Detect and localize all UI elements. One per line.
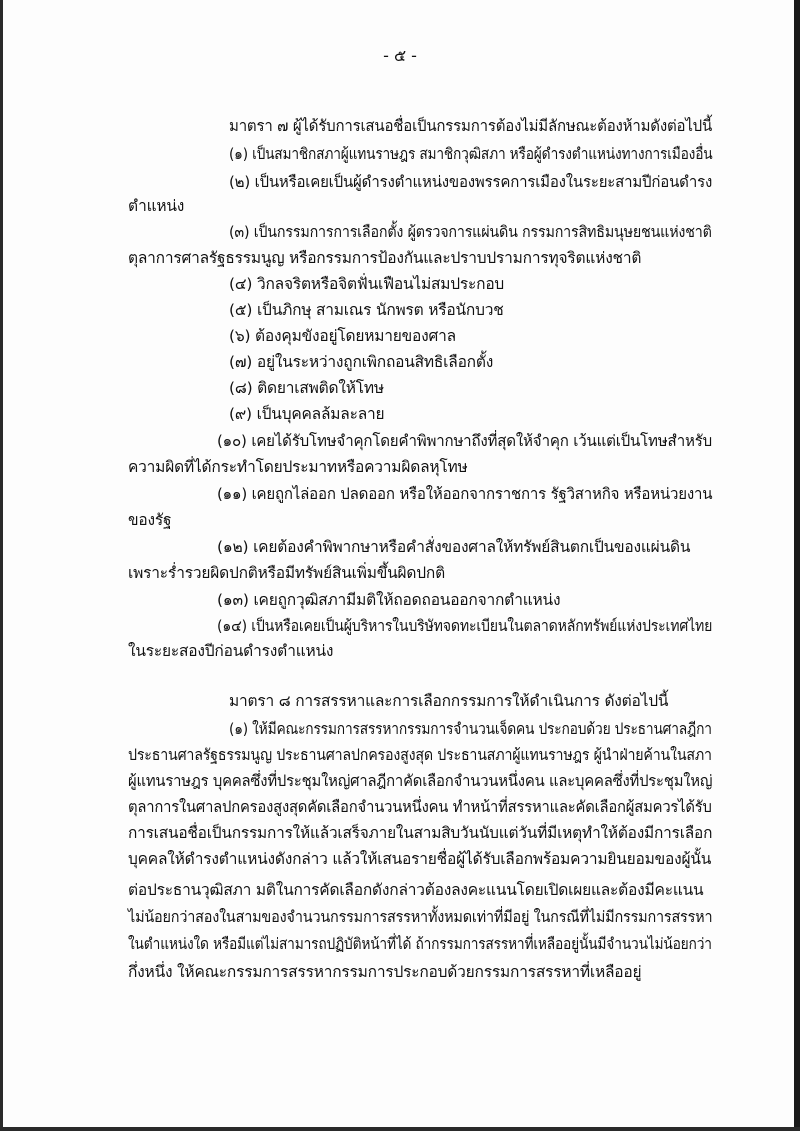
section-8-paragraph-line-9: ในตำแหน่งใด หรือมีแต่ไม่สามารถปฏิบัติหน้าที่ได้ ถ้ากรรมการสรรหาที่เหลืออยู่นั้นมีจำนวนไม่น้อยกว่า	[128, 935, 712, 953]
section-8-paragraph-line-4: ตุลาการในศาลปกครองสูงสุดคัดเลือกจำนวนหนึ่งคน ทำหน้าที่สรรหาและคัดเลือกผู้สมควรได้รับ	[128, 798, 712, 816]
section-7-item-8: (๘) ติดยาเสพติดให้โทษ	[229, 379, 384, 397]
section-8-paragraph-line-8: ไม่น้อยกว่าสองในสามของจำนวนกรรมการสรรหาทั้งหมดเท่าที่มีอยู่ ในกรณีที่ไม่มีกรรมการสรรหา	[128, 908, 713, 926]
section-7-heading: มาตรา ๗ ผู้ได้รับการเสนอชื่อเป็นกรรมการต้องไม่มีลักษณะต้องห้ามดังต่อไปนี้	[229, 117, 713, 135]
section-7-item-7: (๗) อยู่ในระหว่างถูกเพิกถอนสิทธิเลือกตั้ง	[229, 353, 494, 371]
section-7-item-13: (๑๓) เคยถูกวุฒิสภามีมติให้ถอดถอนออกจากตำแหน่ง	[217, 591, 561, 609]
section-8-paragraph-line-2: ประธานศาลรัฐธรรมนูญ ประธานศาลปกครองสูงสุด ประธานสภาผู้แทนราษฎร ผู้นำฝ่ายค้านในสภา	[128, 746, 712, 764]
section-7-item-14-line-2: ในระยะสองปีก่อนดำรงตำแหน่ง	[128, 642, 334, 660]
section-7-item-12-line-2: เพราะร่ำรวยผิดปกติหรือมีทรัพย์สินเพิ่มขึ้นผิดปกติ	[128, 564, 445, 582]
section-7-item-9: (๙) เป็นบุคคลล้มละลาย	[229, 405, 385, 423]
section-7-item-11-line-1: (๑๑) เคยถูกไล่ออก ปลดออก หรือให้ออกจากราชการ รัฐวิสาหกิจ หรือหน่วยงาน	[217, 485, 713, 503]
section-7-item-10-line-1: (๑๐) เคยได้รับโทษจำคุกโดยคำพิพากษาถึงที่สุดให้จำคุก เว้นแต่เป็นโทษสำหรับ	[217, 432, 712, 450]
section-7-item-2-line-1: (๒) เป็นหรือเคยเป็นผู้ดำรงตำแหน่งของพรรคการเมืองในระยะสามปีก่อนดำรง	[229, 173, 713, 191]
section-7-item-4: (๔) วิกลจริตหรือจิตฟั่นเฟือนไม่สมประกอบ	[229, 275, 505, 293]
section-7-item-5: (๕) เป็นภิกษุ สามเณร นักพรต หรือนักบวช	[229, 301, 504, 319]
scan-edge-bottom	[0, 1127, 800, 1131]
section-7-item-10-line-2: ความผิดที่ได้กระทำโดยประมาทหรือความผิดลหุโทษ	[128, 458, 468, 476]
section-8-paragraph-line-6: บุคคลให้ดำรงตำแหน่งดังกล่าว แล้วให้เสนอรายชื่อผู้ได้รับเลือกพร้อมความยินยอมของผู้นั้น	[128, 850, 712, 868]
section-7-item-11-line-2: ของรัฐ	[128, 511, 172, 529]
scan-edge-right	[794, 0, 800, 1131]
section-8-paragraph-line-1: (๑) ให้มีคณะกรรมการสรรหากรรมการจำนวนเจ็ดคน ประกอบด้วย ประธานศาลฎีกา	[229, 720, 712, 738]
section-8-paragraph-line-5: การเสนอชื่อเป็นกรรมการให้แล้วเสร็จภายในสามสิบวันนับแต่วันที่มีเหตุทำให้ต้องมีการเลือก	[128, 824, 713, 842]
section-7-item-2-line-2: ตำแหน่ง	[128, 197, 185, 215]
page-number: - ๕ -	[383, 46, 417, 65]
section-7-item-14-line-1: (๑๔) เป็นหรือเคยเป็นผู้บริหารในบริษัทจดทะเบียนในตลาดหลักทรัพย์แห่งประเทศไทย	[217, 617, 713, 635]
section-8-heading: มาตรา ๘ การสรรหาและการเลือกกรรมการให้ดำเนินการ ดังต่อไปนี้	[229, 692, 669, 710]
section-7-item-3-line-2: ตุลาการศาลรัฐธรรมนูญ หรือกรรมการป้องกันและปราบปรามการทุจริตแห่งชาติ	[128, 249, 642, 267]
section-7-item-6: (๖) ต้องคุมขังอยู่โดยหมายของศาล	[229, 327, 456, 345]
section-7-item-3-line-1: (๓) เป็นกรรมการการเลือกตั้ง ผู้ตรวจการแผ่นดิน กรรมการสิทธิมนุษยชนแห่งชาติ	[229, 223, 712, 241]
section-8-paragraph-line-10: กึ่งหนึ่ง ให้คณะกรรมการสรรหากรรมการประกอบด้วยกรรมการสรรหาที่เหลืออยู่	[128, 963, 642, 981]
section-7-item-1: (๑) เป็นสมาชิกสภาผู้แทนราษฎร สมาชิกวุฒิสภา หรือผู้ดำรงตำแหน่งทางการเมืองอื่น	[229, 145, 713, 163]
section-8-paragraph-line-3: ผู้แทนราษฎร บุคคลซึ่งที่ประชุมใหญ่ศาลฎีกาคัดเลือกจำนวนหนึ่งคน และบุคคลซึ่งที่ประชุมใหญ่	[128, 772, 713, 790]
section-8-paragraph-line-7: ต่อประธานวุฒิสภา มติในการคัดเลือกดังกล่าวต้องลงคะแนนโดยเปิดเผยและต้องมีคะแนน	[128, 881, 704, 899]
scan-edge-left	[0, 0, 3, 1131]
section-7-item-12-line-1: (๑๒) เคยต้องคำพิพากษาหรือคำสั่งของศาลให้ทรัพย์สินตกเป็นของแผ่นดิน	[217, 538, 691, 556]
